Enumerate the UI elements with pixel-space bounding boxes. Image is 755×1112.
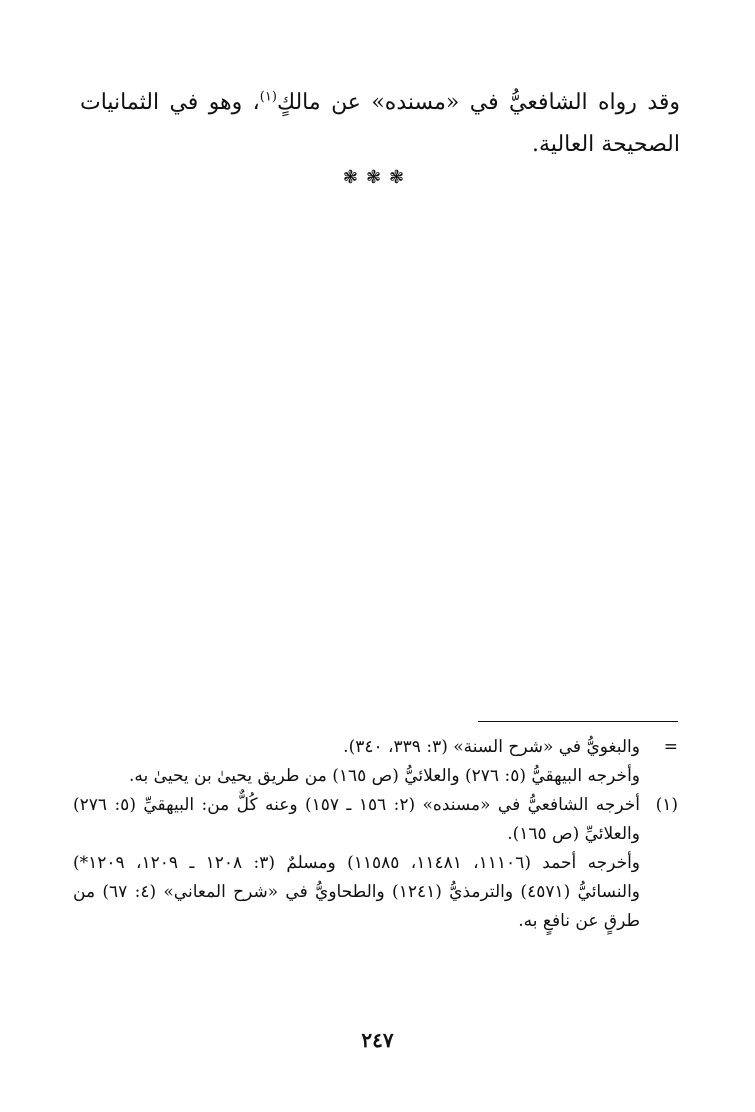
footnote-1-marker: (١) — [655, 795, 678, 815]
footnote-reference: (١) — [259, 89, 277, 105]
section-separator-ornaments: ❃❃❃ — [342, 167, 413, 188]
footnote-1 — [73, 791, 678, 936]
footnote-line: وأخرجه البيهقيُّ (٥: ٢٧٦) والعلائيُّ (ص ١٦٥) من طريق يحيىٰ بن يحيىٰ به. — [129, 766, 640, 786]
main-paragraph — [80, 82, 680, 166]
page-number: ٢٤٧ — [361, 1028, 394, 1052]
footnote-continuation — [73, 733, 678, 791]
footnote-line: أخرجه الشافعيُّ في «مسنده» (٢: ١٥٦ ـ ١٥٧) وعنه كُلٌّ من: البيهقيِّ (٥: ٢٧٦) والعلائيِّ (ص ١٦٥). — [73, 795, 640, 844]
continuation-marker: = — [663, 737, 678, 757]
footnote-line: وأخرجه أحمد (١١١٠٦، ١١٤٨١، ١١٥٨٥) ومسلمٌ (٣: ١٢٠٨ ـ ١٢٠٩، ١٢٠٩*) والنسائيُّ (٤٥٧١) والترمذيُّ (١٢٤١) والطحاويُّ في «شرح المعاني» (٤: ٦٧) من طرقٍ عن نافعٍ به. — [73, 853, 641, 931]
footnote-line: والبغويُّ في «شرح السنة» (٣: ٣٣٩، ٣٤٠). — [343, 737, 640, 757]
footnote-divider — [478, 721, 678, 722]
main-text-before-ref: وقد رواه الشافعيُّ في «مسنده» عن مالكٍ — [276, 90, 681, 115]
footnotes-block — [73, 733, 678, 936]
main-text-after-ref: ، وهو في الثمانيات الصحيحة العالية. — [80, 90, 680, 157]
